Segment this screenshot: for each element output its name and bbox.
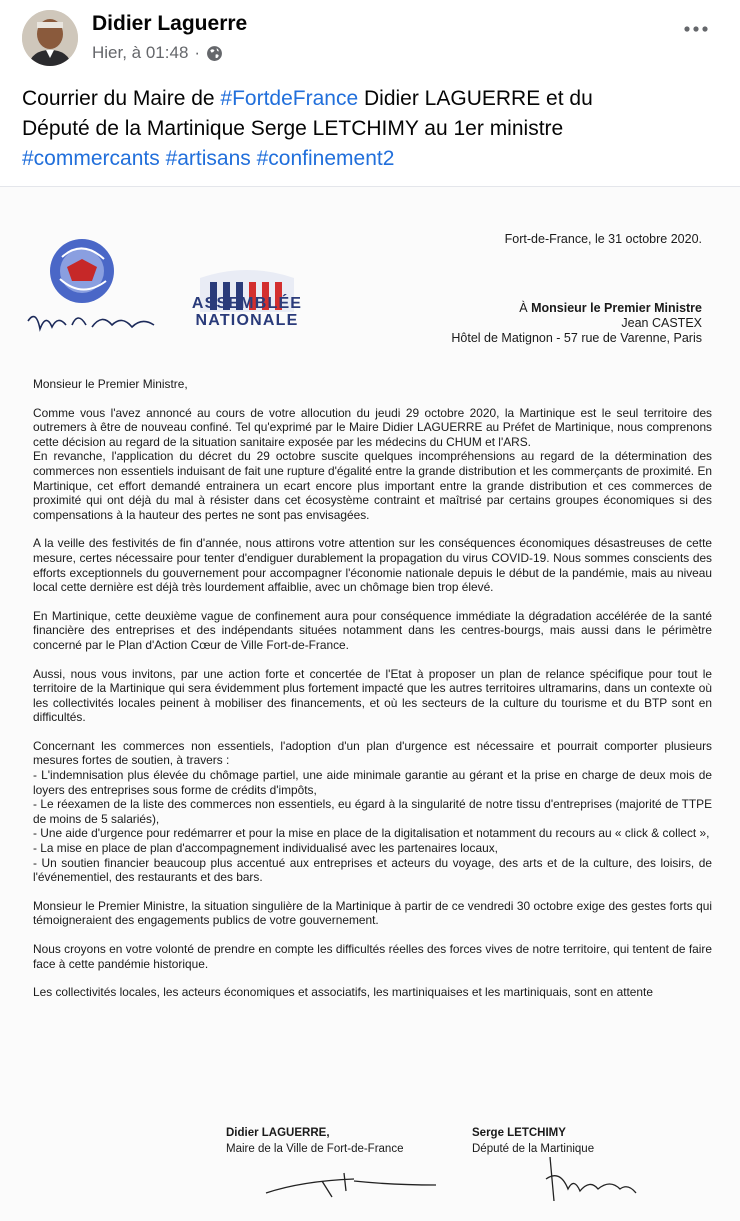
recipient-name: Jean CASTEX: [621, 316, 702, 330]
author-name[interactable]: Didier Laguerre: [92, 12, 248, 35]
assemblee-line1: ASSEMBLÉE: [191, 295, 303, 312]
post-text-part2: Didier LAGUERRE et du Député de la Martinique Serge LETCHIMY au 1er ministre: [22, 87, 593, 140]
letter-document: [0, 187, 740, 1221]
recipient-prefix: À: [519, 301, 532, 315]
paragraph-6: [33, 739, 712, 885]
signature-title-deputy: Député de la Martinique: [472, 1143, 595, 1155]
more-options-icon[interactable]: [682, 22, 710, 36]
recipient-address: Hôtel de Matignon - 57 rue de Varenne, Paris: [451, 331, 702, 345]
paragraph-3: A la veille des festivités de fin d'année, nous attirons votre attention sur les conséquences économiques désastreuses de cette mesure, certes nécessaire pour tenter d'endiguer durablement la propagation du virus COVID-19. Nous sommes conscients des efforts exceptionnels du gouvernement pour accompagner l'économie nationale depuis le début de la pandémie, mais au niveau local cette dernière est déjà très lourdement affaiblie, avec un chômage bien trop élevé.: [33, 536, 712, 595]
paragraph-6-intro: Concernant les commerces non essentiels, l'adoption d'un plan d'urgence est nécessaire et pourrait comporter plusieurs mesures fortes de soutien, à travers :: [33, 738, 712, 768]
paragraph-1: [33, 406, 712, 450]
post-meta: [92, 43, 223, 63]
ville-fort-de-france-logo: [22, 229, 172, 349]
post-text-part1: Courrier du Maire de: [22, 87, 221, 110]
measure-item: - Une aide d'urgence pour redémarrer et pour la mise en place de la digitalisation et notamment du recours au « click & collect »,: [33, 826, 710, 841]
handwritten-signature-mayor: [262, 1167, 440, 1203]
measure-item: - L'indemnisation plus élevée du chômage partiel, une aide minimale garantie au gérant et la prise en charge de deux mois de loyers des entreprises sous forme de crédits d'impôts,: [33, 768, 712, 797]
signature-block-mayor: [226, 1125, 403, 1157]
signature-name-deputy: Serge LETCHIMY: [472, 1127, 566, 1139]
paragraph-8: Nous croyons en votre volonté de prendre en compte les difficultés réelles des forces vives de notre territoire, qui tentent de faire face à cette pandémie historique.: [33, 942, 712, 971]
paragraph-2: En revanche, l'application du décret du 29 octobre suscite quelques incompréhensions au regard de la détermination des commerces non essentiels induisant de fait une rupture d'égalité entre la grande distribution et les commerçants de proximité. En Martinique, cet effort demandé entrainera un ecart encore plus important entre la grande distribution et ces commerces de proximité qui ont déjà du mal à résister dans cet écosystème contraint et maîtrisé par certains groupes économiques si des compensations à la hauteur des pertes ne sont pas envisagées.: [33, 449, 712, 522]
hashtag-artisans[interactable]: #artisans: [165, 147, 251, 170]
recipient-block: [451, 301, 702, 346]
measure-item: - La mise en place de plan d'accompagnement individualisé avec les partenaires locaux,: [33, 841, 498, 856]
signature-title-mayor: Maire de la Ville de Fort-de-France: [226, 1143, 404, 1155]
author-avatar[interactable]: [22, 10, 78, 66]
paragraph-4: En Martinique, cette deuxième vague de confinement aura pour conséquence immédiate la dégradation accélérée de la santé financière des entreprises et des indépendants situées notamment dans les centres-bourgs, mais aussi dans le périmètre concerné par le Plan d'Action Cœur de Ville Fort-de-France.: [33, 608, 712, 652]
measure-item: - Le réexamen de la liste des commerces non essentiels, eu égard à la singularité de notre tissu d'entreprises (majorité de TTPE de moins de 5 salariés),: [33, 797, 712, 826]
recipient-title: Monsieur le Premier Ministre: [531, 301, 702, 315]
handwritten-signature-deputy: [540, 1149, 640, 1209]
signature-name-mayor: Didier LAGUERRE,: [226, 1127, 330, 1139]
paragraph-9: Les collectivités locales, les acteurs économiques et associatifs, les martiniquaises et les martiniquais, sont en attente: [33, 985, 653, 1000]
post-text: [0, 78, 740, 174]
paragraph-1-text: Comme vous l'avez annoncé au cours de votre allocution du jeudi 29 octobre 2020, la Martinique est le seul territoire des outremers à être de nouveau confiné. Tel qu'exprimé par le Maire Didier LAGUERRE au Préfet de Martinique, nous comprenons cette décision au regard de la situation sanitaire exposée par les médecins du CHUM et l'ARS.: [33, 405, 712, 449]
salutation: Monsieur le Premier Ministre,: [33, 377, 188, 391]
post-header: [0, 0, 740, 78]
avatar-photo: [22, 10, 78, 66]
paragraph-5: Aussi, nous vous invitons, par une action forte et concertée de l'Etat à proposer un plan de relance spécifique pour tout le territoire de la Martinique qui sera évidemment plus fortement impacté que les autres territoires ultramarins, dans un contexte où les collectivités locales peinent à mobiliser des financements, et où les secteurs de la culture du tourisme et du BTP sont en difficultés.: [33, 666, 712, 725]
post-timestamp[interactable]: Hier, à 01:48: [92, 43, 189, 62]
measure-item: - Un soutien financier beaucoup plus accentué aux entreprises et acteurs du voyage, des arts et de la culture, des loisirs, de l'événementiel, des restaurants et des bars.: [33, 855, 712, 885]
meta-separator: ·: [194, 43, 201, 62]
paragraph-7: Monsieur le Premier Ministre, la situation singulière de la Martinique à partir de ce vendredi 30 octobre exige des gestes forts qui témoigneraient des engagements publics de votre gouvernement.: [33, 898, 712, 928]
hashtag-commercants[interactable]: #commercants: [22, 147, 160, 170]
globe-icon[interactable]: [206, 45, 223, 62]
post-image[interactable]: [0, 186, 740, 1221]
assemblee-nationale-text: [186, 295, 308, 329]
hashtag-confinement2[interactable]: #confinement2: [256, 147, 395, 170]
assemblee-line2: NATIONALE: [195, 312, 299, 329]
letter-body: [33, 377, 712, 1014]
letter-date: Fort-de-France, le 31 octobre 2020.: [504, 232, 702, 246]
hashtag-fortdefrance[interactable]: #FortdeFrance: [220, 87, 359, 110]
recipient-title-line: [451, 301, 702, 316]
